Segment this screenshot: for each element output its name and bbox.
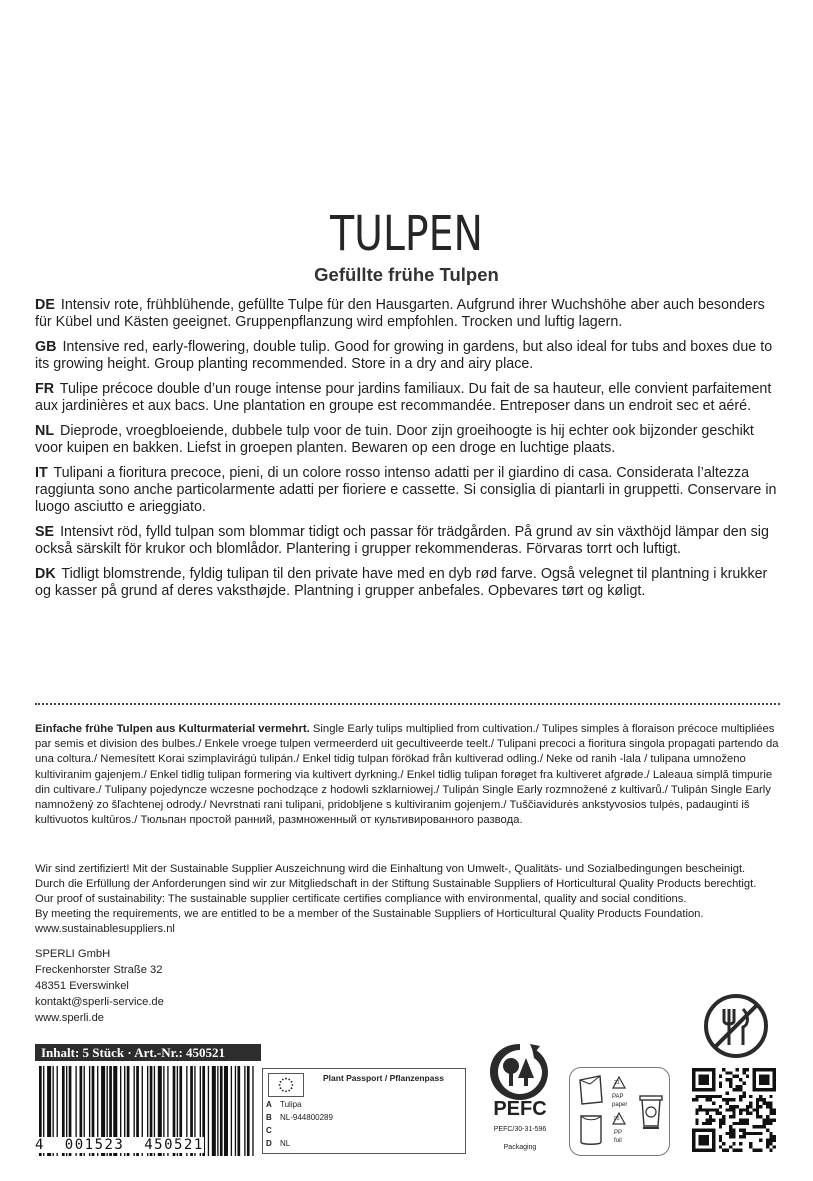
qr-module	[722, 1115, 725, 1118]
qr-module	[756, 1125, 759, 1128]
qr-module	[732, 1112, 735, 1115]
paper-code: PAP	[612, 1094, 624, 1100]
qr-module	[773, 1135, 776, 1138]
lang-code: DK	[35, 566, 56, 582]
qr-module	[719, 1139, 722, 1142]
description-text: Intensive red, early-flowering, double tulip. Good for growing in gardens, but also ideal for tubs and boxes due to its growing height. Group planting recommended. Store in a dry and airy place.	[35, 339, 773, 372]
cultivation-bold: Einfache frühe Tulpen aus Kulturmaterial vermehrt.	[35, 723, 310, 735]
passport-title: Plant Passport / Pflanzenpass	[323, 1073, 444, 1083]
qr-module	[739, 1112, 742, 1115]
description-block	[35, 297, 780, 608]
qr-module	[719, 1118, 722, 1121]
qr-module	[756, 1112, 759, 1115]
qr-module	[759, 1132, 762, 1135]
qr-module	[752, 1108, 755, 1111]
qr-module	[722, 1118, 725, 1121]
qr-module	[736, 1105, 739, 1108]
qr-module	[766, 1142, 769, 1145]
qr-module	[732, 1122, 735, 1125]
qr-module	[719, 1081, 722, 1084]
qr-module	[695, 1095, 698, 1098]
paper-label: paper	[612, 1102, 628, 1108]
qr-module	[695, 1122, 698, 1125]
qr-module	[692, 1128, 695, 1152]
qr-module	[729, 1098, 732, 1101]
qr-module	[746, 1075, 749, 1078]
paper-number: 21	[614, 1080, 620, 1086]
qr-module	[766, 1139, 769, 1142]
qr-module	[769, 1135, 772, 1138]
qr-module	[716, 1095, 719, 1098]
description-se	[35, 524, 780, 558]
qr-module	[742, 1092, 745, 1095]
qr-module	[759, 1139, 762, 1142]
plant-passport	[262, 1068, 466, 1154]
qr-module	[746, 1108, 749, 1111]
qr-module	[726, 1092, 729, 1095]
qr-module	[719, 1105, 722, 1108]
lang-code: NL	[35, 423, 55, 439]
qr-module	[739, 1122, 742, 1125]
qr-module	[742, 1122, 745, 1125]
qr-module	[722, 1142, 725, 1145]
recycling-info	[569, 1067, 670, 1156]
company-address	[35, 946, 164, 1026]
qr-module	[773, 1068, 776, 1092]
passport-row-b	[266, 1113, 333, 1122]
qr-module	[719, 1075, 722, 1078]
qr-module	[729, 1108, 732, 1111]
qr-module	[705, 1108, 708, 1111]
qr-module	[756, 1149, 759, 1152]
qr-module	[726, 1071, 729, 1074]
qr-module	[742, 1081, 745, 1084]
qr-module	[722, 1149, 725, 1152]
qr-module	[749, 1132, 752, 1135]
qr-module	[749, 1105, 752, 1108]
qr-module	[742, 1135, 745, 1138]
qr-module	[752, 1088, 776, 1091]
qr-module	[746, 1122, 749, 1125]
qr-module	[726, 1149, 729, 1152]
qr-module	[773, 1108, 776, 1111]
qr-module	[699, 1108, 702, 1111]
qr-module	[759, 1098, 762, 1101]
passport-value: NL-944800289	[280, 1113, 333, 1122]
qr-module	[769, 1108, 772, 1111]
qr-module	[702, 1122, 705, 1125]
qr-module	[773, 1112, 776, 1115]
company-name: SPERLI GmbH	[35, 948, 111, 960]
qr-module	[729, 1078, 732, 1081]
qr-module	[716, 1108, 719, 1111]
qr-module	[732, 1088, 735, 1091]
qr-module	[692, 1149, 716, 1152]
qr-module	[716, 1112, 719, 1115]
qr-module	[719, 1135, 722, 1138]
cert-line: Wir sind zertifiziert! Mit der Sustainable Supplier Auszeichnung wird die Einhaltung von Umwelt-, Qualitäts- und Sozialbedingungen bescheinigt.	[35, 863, 746, 875]
qr-module	[692, 1068, 716, 1071]
pefc-packaging: Packaging	[503, 1144, 537, 1151]
qr-module	[739, 1095, 742, 1098]
qr-module	[763, 1118, 766, 1121]
qr-module	[729, 1128, 732, 1131]
qr-module	[739, 1108, 742, 1111]
qr-module	[692, 1128, 716, 1131]
dotted-divider	[35, 703, 780, 705]
qr-module	[729, 1125, 732, 1128]
qr-module	[695, 1108, 698, 1111]
qr-module	[709, 1108, 712, 1111]
bin-icon	[636, 1090, 666, 1130]
qr-module	[746, 1118, 749, 1121]
qr-module	[732, 1128, 735, 1131]
qr-module	[705, 1118, 708, 1121]
qr-module	[769, 1118, 772, 1121]
qr-module	[756, 1132, 759, 1135]
qr-module	[752, 1068, 755, 1092]
qr-module	[729, 1071, 732, 1074]
lang-code: IT	[35, 465, 48, 481]
address-city: 48351 Everswinkel	[35, 980, 129, 992]
qr-module	[722, 1122, 725, 1125]
passport-row-c	[266, 1126, 280, 1135]
qr-module	[699, 1135, 709, 1145]
qr-module	[729, 1081, 732, 1084]
qr-module	[732, 1108, 735, 1111]
qr-module	[766, 1102, 769, 1105]
bag-icon	[576, 1112, 606, 1148]
description-text: Dieprode, vroegbloeiende, dubbele tulp voor de tuin. Door zijn groeihoogte is hij echter ook bijzonder geschikt voor kuipen en bakken. Liefst in groepen planten. Bewaren op een droge en luchtige plaats.	[35, 423, 754, 456]
description-text: Tidligt blomstrende, fyldig tulipan til den private have med en dyb rød farve. Også velegnet til plantning i krukker og kasser på grund af deres vaksthøjde. Plantning i grupper anbefales. Opbevares tørt og køligt.	[35, 566, 768, 599]
passport-key: D	[266, 1139, 272, 1148]
qr-module	[729, 1085, 732, 1088]
qr-module	[773, 1139, 776, 1142]
qr-module	[769, 1132, 772, 1135]
qr-module	[739, 1128, 742, 1131]
qr-module	[739, 1135, 742, 1138]
qr-module	[766, 1122, 769, 1125]
qr-module	[695, 1098, 698, 1101]
qr-module	[759, 1095, 762, 1098]
qr-module	[736, 1068, 739, 1071]
qr-module	[729, 1115, 732, 1118]
description-de	[35, 297, 780, 331]
qr-module	[739, 1085, 742, 1088]
qr-module	[702, 1108, 705, 1111]
qr-module	[732, 1075, 735, 1078]
qr-module	[756, 1105, 759, 1108]
description-dk	[35, 566, 780, 600]
qr-module	[769, 1095, 772, 1098]
qr-module	[726, 1102, 729, 1105]
qr-module	[756, 1108, 759, 1111]
paper-bag-icon	[576, 1074, 606, 1106]
qr-module	[763, 1125, 766, 1128]
cert-line: Our proof of sustainability: The sustainable supplier certificate certifies compliance with environmental, quality and social conditions.	[35, 893, 687, 905]
page-subtitle: Gefüllte frühe Tulpen	[314, 264, 499, 285]
qr-module	[732, 1142, 735, 1145]
passport-key: A	[266, 1100, 272, 1109]
qr-code	[692, 1068, 776, 1152]
pp-number: 05	[614, 1116, 620, 1122]
qr-module	[726, 1132, 729, 1135]
lang-code: GB	[35, 339, 57, 355]
certification-note	[35, 862, 795, 937]
pefc-code: PEFC/30-31-596	[493, 1126, 547, 1133]
passport-value: Tulipa	[280, 1100, 302, 1109]
no-food-icon	[701, 991, 771, 1061]
pefc-tree-icon	[484, 1040, 556, 1106]
qr-module	[719, 1112, 722, 1115]
qr-module	[719, 1095, 722, 1098]
qr-module	[742, 1108, 745, 1111]
qr-module	[749, 1145, 752, 1148]
qr-module	[746, 1132, 749, 1135]
qr-module	[709, 1095, 712, 1098]
qr-module	[712, 1108, 715, 1111]
qr-module	[732, 1105, 735, 1108]
qr-module	[722, 1098, 725, 1101]
qr-module	[739, 1078, 742, 1081]
qr-module	[726, 1098, 729, 1101]
qr-module	[766, 1105, 769, 1108]
qr-module	[705, 1095, 708, 1098]
qr-module	[759, 1115, 762, 1118]
qr-module	[726, 1078, 729, 1081]
qr-module	[742, 1118, 745, 1121]
qr-module	[692, 1098, 695, 1101]
qr-module	[712, 1102, 715, 1105]
passport-value: NL	[280, 1139, 291, 1148]
content-bar: Inhalt: 5 Stück · Art.-Nr.: 450521	[35, 1044, 261, 1061]
cultivation-text: Single Early tulips multiplied from cultivation./ Tulipes simples à floraison précoce multipliées par semis et division des bulbes./ Enkele vroege tulpen vermeerderd uit gecultiveerde teelt./ Tulipani precoci a fioritura singola propagati partendo da una coltura./ Nemesített Korai szimplavirágú tulipán./ Enkel tidig tulpan förökad från kultiverad odling./ Neke od ranih -lala / tulipana umnoženo kultiviranim gajenjem./ Enkel tidlig tulipan formering via kultivert dyrkning./ Enkel tidlig tulipan forøget fra kultiveret afgrøde./ Laleaua simplă timpurie din cultivare./ Tulipany pojedyncze wczesne pochodzące z hodowli szklarniowej./ Tulipán Single Early rozmnožené z kultivarů./ Tulipán Single Early namnožený zo šľachtenej odrody./ Nevrstnati rani tulipani, pridobljene s kultiviranim gojenjem./ Tuščiavidurės ankstyvosios tulpės, padauginti iš kultivuotos kultūros./ Тюльпан простой ранний, размноженный от культивированного развода.	[35, 723, 779, 827]
qr-module	[729, 1145, 732, 1148]
qr-module	[692, 1068, 695, 1092]
qr-module	[739, 1098, 742, 1101]
qr-module	[736, 1149, 739, 1152]
qr-module	[729, 1135, 732, 1138]
qr-module	[709, 1098, 712, 1101]
barcode-number	[35, 1137, 261, 1153]
qr-module	[746, 1068, 749, 1071]
passport-key: B	[266, 1113, 272, 1122]
qr-module	[769, 1112, 772, 1115]
qr-module	[732, 1132, 735, 1135]
qr-module	[699, 1105, 702, 1108]
qr-module	[739, 1149, 742, 1152]
qr-module	[759, 1149, 762, 1152]
qr-module	[736, 1122, 739, 1125]
qr-module	[752, 1125, 755, 1128]
qr-module	[752, 1149, 755, 1152]
qr-module	[709, 1122, 712, 1125]
qr-module	[739, 1118, 742, 1121]
qr-module	[766, 1128, 769, 1131]
qr-module	[742, 1128, 745, 1131]
passport-row-a	[266, 1100, 302, 1109]
passport-key: C	[266, 1126, 272, 1135]
qr-module	[763, 1102, 766, 1105]
qr-module	[732, 1135, 735, 1138]
description-gb	[35, 339, 780, 373]
qr-module	[769, 1149, 772, 1152]
qr-module	[742, 1132, 745, 1135]
qr-module	[702, 1095, 705, 1098]
qr-module	[759, 1075, 769, 1085]
barcode-digits: 4 001523 450521	[35, 1137, 204, 1153]
qr-module	[705, 1112, 708, 1115]
qr-module	[763, 1098, 766, 1101]
qr-module	[712, 1095, 715, 1098]
qr-module	[749, 1142, 752, 1145]
qr-module	[769, 1139, 772, 1142]
qr-module	[742, 1071, 745, 1074]
qr-module	[749, 1102, 752, 1105]
qr-module	[709, 1118, 712, 1121]
qr-module	[732, 1115, 735, 1118]
description-it	[35, 465, 780, 516]
pefc-logo	[484, 1040, 556, 1158]
qr-module	[749, 1095, 752, 1098]
qr-module	[719, 1145, 722, 1148]
address-street: Freckenhorster Straße 32	[35, 964, 163, 976]
qr-module	[773, 1145, 776, 1148]
qr-module	[752, 1132, 755, 1135]
qr-module	[763, 1122, 766, 1125]
qr-module	[756, 1115, 759, 1118]
qr-module	[766, 1115, 769, 1118]
qr-module	[719, 1085, 722, 1088]
cert-link[interactable]: www.sustainablesuppliers.nl	[35, 923, 175, 935]
qr-module	[712, 1068, 715, 1092]
eu-flag-icon	[268, 1073, 304, 1097]
qr-module	[705, 1122, 708, 1125]
cert-line: Durch die Erfüllung der Anforderungen sind wir zur Mitgliedschaft in der Stiftung Sustainable Suppliers of Horticultural Quality Products berechtigt.	[35, 878, 757, 890]
description-nl	[35, 423, 780, 457]
qr-module	[712, 1128, 715, 1152]
qr-module	[732, 1098, 735, 1101]
qr-module	[712, 1118, 715, 1121]
qr-module	[736, 1085, 739, 1088]
qr-module	[746, 1112, 749, 1115]
description-text: Intensiv rote, frühblühende, gefüllte Tulpe für den Hausgarten. Aufgrund ihrer Wuchshöhe aber auch besonders für Kübel und Kästen geeignet. Gruppenpflanzung wird empfohlen. Trocken und luftig lagern.	[35, 297, 765, 330]
qr-module	[742, 1095, 745, 1098]
qr-module	[709, 1115, 712, 1118]
description-text: Intensivt röd, fylld tulpan som blommar tidigt och passar för trädgården. På grund av sin växthöjd lämpar den sig också särskilt för krukor och blomlådor. Plantering i grupper rekommenderas. Förvaras torrt och luftigt.	[35, 524, 769, 557]
qr-module	[705, 1098, 708, 1101]
qr-module	[732, 1149, 735, 1152]
qr-module	[749, 1112, 752, 1115]
qr-module	[759, 1125, 762, 1128]
qr-module	[699, 1075, 709, 1085]
qr-module	[769, 1122, 772, 1125]
cert-line: By meeting the requirements, we are entitled to be a member of the Sustainable Suppliers of Horticultural Quality Products Foundation.	[35, 908, 704, 920]
qr-module	[759, 1105, 762, 1108]
qr-module	[692, 1088, 716, 1091]
description-fr	[35, 381, 780, 415]
qr-module	[773, 1118, 776, 1121]
passport-row-d	[266, 1139, 290, 1148]
pefc-label: PEFC	[493, 1098, 547, 1120]
qr-module	[769, 1105, 772, 1108]
qr-module	[695, 1118, 698, 1121]
qr-module	[729, 1132, 732, 1135]
qr-module	[756, 1098, 759, 1101]
pp-code: PP	[614, 1130, 623, 1136]
description-text: Tulipe précoce double d’un rouge intense pour jardins familiaux. Du fait de sa hauteur, elle convient parfaitement aux jardinières et aux bacs. Une plantation en groupe est recommandée. Entreposer dans un endroit sec et aéré.	[35, 381, 772, 414]
qr-module	[736, 1075, 739, 1078]
qr-module	[719, 1125, 722, 1128]
qr-module	[769, 1102, 772, 1105]
qr-module	[719, 1122, 722, 1125]
qr-module	[722, 1068, 725, 1071]
qr-module	[746, 1105, 749, 1108]
description-text: Tulipani a fioritura precoce, pieni, di un colore rosso intenso adatti per il giardino di casa. Considerata l’altezza raggiunta sono anche particolarmente adatti per fioriere e cassette. Si consiglia di piantarli in gruppetti. Conservare in luogo asciutto e arieggiato.	[35, 465, 777, 515]
qr-module	[739, 1142, 742, 1145]
foil-label: foil	[614, 1138, 622, 1144]
lang-code: FR	[35, 381, 55, 397]
page-title: TULPEN	[330, 206, 483, 262]
cultivation-note	[35, 722, 780, 828]
qr-module	[739, 1088, 742, 1091]
qr-module	[756, 1102, 759, 1105]
lang-code: SE	[35, 524, 55, 540]
qr-module	[699, 1095, 702, 1098]
qr-module	[766, 1118, 769, 1121]
company-website[interactable]: www.sperli.de	[35, 1012, 105, 1024]
qr-module	[729, 1105, 732, 1108]
qr-module	[736, 1088, 739, 1091]
qr-module	[726, 1108, 729, 1111]
lang-code: DE	[35, 297, 55, 313]
qr-module	[766, 1145, 769, 1148]
contact-email[interactable]: kontakt@sperli-service.de	[35, 996, 164, 1008]
qr-module	[752, 1068, 776, 1071]
qr-module	[742, 1068, 745, 1071]
qr-module	[769, 1142, 772, 1145]
qr-module	[695, 1112, 698, 1115]
